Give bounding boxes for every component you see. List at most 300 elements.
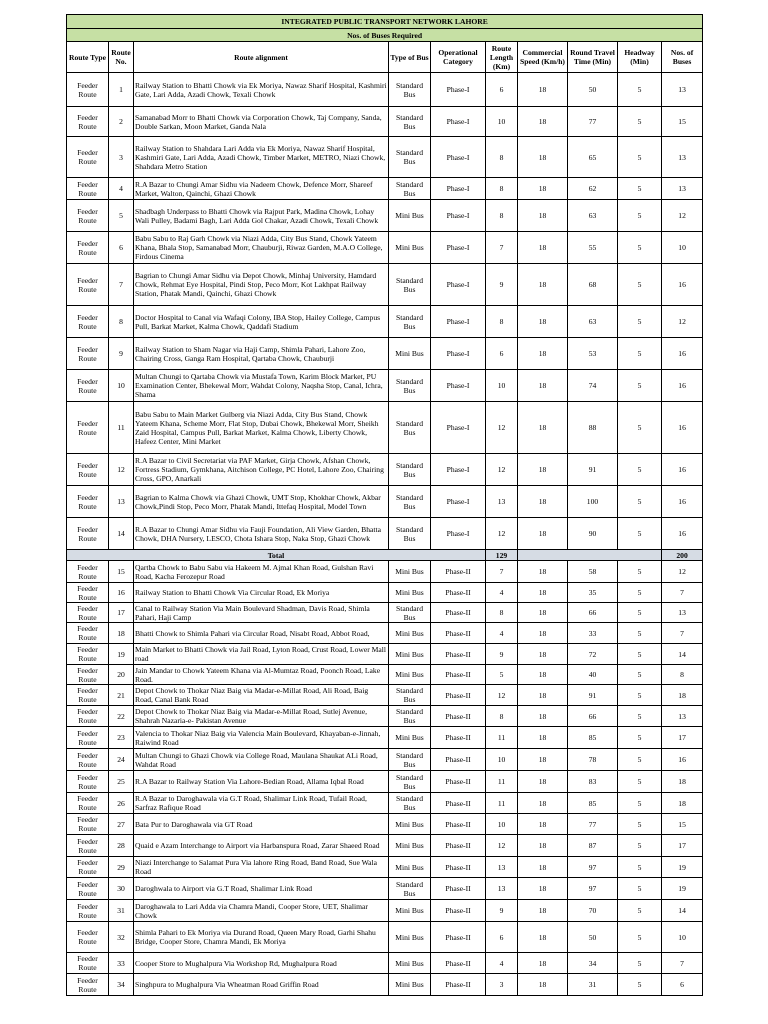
cell-route-length: 9 — [486, 644, 518, 665]
table-row — [67, 623, 703, 644]
cell-route-length: 10 — [486, 370, 518, 402]
cell-commercial-speed: 18 — [518, 900, 568, 922]
cell-num-buses: 17 — [662, 835, 703, 857]
table-row — [67, 137, 703, 178]
cell-headway: 5 — [618, 974, 662, 996]
cell-operational-category: Phase-II — [431, 814, 486, 835]
cell-headway: 5 — [618, 603, 662, 623]
cell-headway: 5 — [618, 264, 662, 306]
cell-bus-type: Mini Bus — [389, 561, 431, 583]
cell-route-type: Feeder Route — [67, 793, 109, 814]
cell-route-length: 11 — [486, 727, 518, 749]
cell-route-type: Feeder Route — [67, 370, 109, 402]
cell-route-type: Feeder Route — [67, 922, 109, 953]
cell-route-type: Feeder Route — [67, 107, 109, 137]
cell-route-length: 12 — [486, 454, 518, 486]
cell-num-buses: 16 — [662, 518, 703, 550]
cell-route-no: 13 — [109, 486, 134, 518]
cell-commercial-speed: 18 — [518, 264, 568, 306]
cell-route-alignment: Daroghawala to Lari Adda via Chamra Mandi, Cooper Store, UET, Shalimar Chowk — [134, 900, 389, 922]
col-header-route-alignment: Route alignment — [134, 42, 389, 73]
cell-commercial-speed: 18 — [518, 73, 568, 107]
cell-num-buses: 12 — [662, 306, 703, 338]
cell-commercial-speed: 18 — [518, 232, 568, 264]
cell-operational-category: Phase-II — [431, 644, 486, 665]
table-row — [67, 603, 703, 623]
cell-commercial-speed: 18 — [518, 623, 568, 644]
cell-commercial-speed: 18 — [518, 518, 568, 550]
cell-num-buses: 15 — [662, 107, 703, 137]
cell-route-type: Feeder Route — [67, 518, 109, 550]
cell-headway: 5 — [618, 857, 662, 878]
cell-round-travel-time: 88 — [568, 402, 618, 454]
cell-route-alignment: Doctor Hospital to Canal via Wafaqi Colony, IBA Stop, Hailey College, Campus Pull, Barkat Market, Kalma Chowk, Qaddafi Stadium — [134, 306, 389, 338]
cell-route-alignment: Railway Station to Sham Nagar via Haji Camp, Shimla Pahari, Lahore Zoo, Chairing Cross, Ganga Ram Hospital, Qartaba Chowk, Chauburji — [134, 338, 389, 370]
cell-num-buses: 12 — [662, 561, 703, 583]
cell-route-alignment: Depot Chowk to Thokar Niaz Baig via Madar-e-Millat Road, Ali Road, Baig Road, Canal Bank Road — [134, 685, 389, 706]
cell-route-type: Feeder Route — [67, 561, 109, 583]
col-header-route-length: Route Length (Km) — [486, 42, 518, 73]
bus-requirements-table — [66, 14, 703, 996]
cell-route-length: 6 — [486, 73, 518, 107]
cell-route-alignment: Bagrian to Kalma Chowk via Ghazi Chowk, UMT Stop, Khokhar Chowk, Akbar Chowk,Pindi Stop, Peco Morr, Phatak Mandi, Ittefaq Hospital, Model Town — [134, 486, 389, 518]
col-header-operational-category: Operational Category — [431, 42, 486, 73]
cell-bus-type: Standard Bus — [389, 749, 431, 771]
cell-bus-type: Mini Bus — [389, 232, 431, 264]
cell-route-no: 1 — [109, 73, 134, 107]
cell-headway: 5 — [618, 518, 662, 550]
cell-commercial-speed: 18 — [518, 338, 568, 370]
cell-route-type: Feeder Route — [67, 264, 109, 306]
cell-route-alignment: R.A Bazar to Daroghawala via G.T Road, Shalimar Link Road, Tufail Road, Sarfraz Rafique Road — [134, 793, 389, 814]
cell-route-type: Feeder Route — [67, 900, 109, 922]
table-row — [67, 486, 703, 518]
cell-route-length: 7 — [486, 561, 518, 583]
cell-route-alignment: R.A Bazar to Railway Station Via Lahore-Bedian Road, Allama Iqbal Road — [134, 771, 389, 793]
cell-operational-category: Phase-II — [431, 900, 486, 922]
total-buses: 200 — [662, 550, 703, 561]
cell-operational-category: Phase-I — [431, 486, 486, 518]
cell-headway: 5 — [618, 727, 662, 749]
cell-route-alignment: Bhatti Chowk to Shimla Pahari via Circular Road, Nisabt Road, Abbot Road, — [134, 623, 389, 644]
cell-route-no: 34 — [109, 974, 134, 996]
cell-round-travel-time: 91 — [568, 685, 618, 706]
cell-route-length: 8 — [486, 306, 518, 338]
cell-route-length: 9 — [486, 264, 518, 306]
table-row — [67, 685, 703, 706]
cell-route-type: Feeder Route — [67, 749, 109, 771]
table-row — [67, 835, 703, 857]
cell-route-alignment: Daroghwala to Airport via G.T Road, Shalimar Link Road — [134, 878, 389, 900]
cell-bus-type: Standard Bus — [389, 685, 431, 706]
cell-num-buses: 13 — [662, 603, 703, 623]
cell-operational-category: Phase-II — [431, 665, 486, 685]
cell-route-alignment: Cooper Store to Mughalpura Via Workshop Rd, Mughalpura Road — [134, 953, 389, 974]
cell-route-alignment: Babu Sabu to Main Market Gulberg via Niazi Adda, City Bus Stand, Chowk Yateem Khana, Scheme Morr, Flat Stop, Dubai Chowk, Bhekewal Morr, Sheikh Zaid Hospital, Campus Pull, Barkat Market, Kalma Chowk, Liberty Chowk, Hafeez Center, Mini Market — [134, 402, 389, 454]
cell-headway: 5 — [618, 306, 662, 338]
cell-bus-type: Mini Bus — [389, 665, 431, 685]
cell-headway: 5 — [618, 706, 662, 727]
cell-route-type: Feeder Route — [67, 486, 109, 518]
cell-commercial-speed: 18 — [518, 200, 568, 232]
table-row — [67, 107, 703, 137]
cell-bus-type: Mini Bus — [389, 953, 431, 974]
phase-1-rows — [67, 73, 703, 550]
cell-bus-type: Standard Bus — [389, 518, 431, 550]
cell-route-alignment: Main Market to Bhatti Chowk via Jail Road, Lyton Road, Crust Road, Lower Mall road — [134, 644, 389, 665]
cell-operational-category: Phase-II — [431, 857, 486, 878]
cell-headway: 5 — [618, 953, 662, 974]
cell-round-travel-time: 74 — [568, 370, 618, 402]
cell-route-type: Feeder Route — [67, 306, 109, 338]
cell-operational-category: Phase-I — [431, 73, 486, 107]
cell-operational-category: Phase-I — [431, 232, 486, 264]
cell-route-no: 3 — [109, 137, 134, 178]
cell-route-type: Feeder Route — [67, 583, 109, 603]
cell-bus-type: Standard Bus — [389, 107, 431, 137]
cell-headway: 5 — [618, 486, 662, 518]
cell-commercial-speed: 18 — [518, 771, 568, 793]
cell-route-type: Feeder Route — [67, 338, 109, 370]
cell-operational-category: Phase-I — [431, 200, 486, 232]
table-row — [67, 402, 703, 454]
table-row — [67, 953, 703, 974]
cell-headway: 5 — [618, 814, 662, 835]
cell-commercial-speed: 18 — [518, 561, 568, 583]
table-row — [67, 857, 703, 878]
cell-route-alignment: Valencia to Thokar Niaz Baig via Valencia Main Boulevard, Khayaban-e-Jinnah, Raiwind Road — [134, 727, 389, 749]
cell-num-buses: 17 — [662, 727, 703, 749]
cell-round-travel-time: 53 — [568, 338, 618, 370]
cell-num-buses: 12 — [662, 200, 703, 232]
cell-num-buses: 13 — [662, 73, 703, 107]
cell-route-type: Feeder Route — [67, 200, 109, 232]
cell-route-no: 11 — [109, 402, 134, 454]
phase-2-rows — [67, 561, 703, 996]
cell-bus-type: Standard Bus — [389, 603, 431, 623]
cell-route-no: 2 — [109, 107, 134, 137]
cell-route-alignment: Depot Chowk to Thokar Niaz Baig via Madar-e-Millat Road, Sutlej Avenue, Shahrah Nazaria-e- Pakistan Avenue — [134, 706, 389, 727]
cell-route-length: 6 — [486, 338, 518, 370]
cell-bus-type: Standard Bus — [389, 137, 431, 178]
cell-route-type: Feeder Route — [67, 706, 109, 727]
cell-headway: 5 — [618, 900, 662, 922]
cell-num-buses: 13 — [662, 706, 703, 727]
cell-round-travel-time: 70 — [568, 900, 618, 922]
cell-num-buses: 14 — [662, 900, 703, 922]
cell-commercial-speed: 18 — [518, 706, 568, 727]
table-row — [67, 665, 703, 685]
cell-num-buses: 10 — [662, 232, 703, 264]
cell-headway: 5 — [618, 73, 662, 107]
cell-route-no: 26 — [109, 793, 134, 814]
cell-num-buses: 16 — [662, 402, 703, 454]
cell-route-no: 32 — [109, 922, 134, 953]
col-header-bus-type: Type of Bus — [389, 42, 431, 73]
cell-headway: 5 — [618, 200, 662, 232]
cell-route-type: Feeder Route — [67, 73, 109, 107]
table-row — [67, 178, 703, 200]
cell-headway: 5 — [618, 771, 662, 793]
cell-headway: 5 — [618, 793, 662, 814]
cell-route-no: 22 — [109, 706, 134, 727]
cell-route-alignment: Singhpura to Mughalpura Via Wheatman Road Griffin Road — [134, 974, 389, 996]
table-row — [67, 454, 703, 486]
cell-operational-category: Phase-I — [431, 402, 486, 454]
cell-round-travel-time: 35 — [568, 583, 618, 603]
cell-round-travel-time: 63 — [568, 200, 618, 232]
cell-commercial-speed: 18 — [518, 644, 568, 665]
cell-num-buses: 18 — [662, 793, 703, 814]
cell-num-buses: 16 — [662, 370, 703, 402]
table-row — [67, 922, 703, 953]
table-row — [67, 264, 703, 306]
table-row — [67, 878, 703, 900]
total-length: 129 — [486, 550, 518, 561]
cell-route-no: 15 — [109, 561, 134, 583]
cell-route-length: 12 — [486, 402, 518, 454]
cell-bus-type: Mini Bus — [389, 200, 431, 232]
cell-commercial-speed: 18 — [518, 454, 568, 486]
cell-route-type: Feeder Route — [67, 857, 109, 878]
cell-num-buses: 19 — [662, 857, 703, 878]
cell-route-alignment: R.A Bazar to Civil Secretariat via PAF Market, Girja Chowk, Afshan Chowk, Fortress Stadium, Gymkhana, Aitchison College, PC Hotel, Lahore Zoo, Chairing Cross, GPO, Anarkali — [134, 454, 389, 486]
cell-operational-category: Phase-II — [431, 685, 486, 706]
cell-route-type: Feeder Route — [67, 232, 109, 264]
col-header-num-buses: Nos. of Buses — [662, 42, 703, 73]
cell-round-travel-time: 83 — [568, 771, 618, 793]
cell-num-buses: 18 — [662, 685, 703, 706]
table-row — [67, 200, 703, 232]
cell-operational-category: Phase-I — [431, 264, 486, 306]
cell-commercial-speed: 18 — [518, 178, 568, 200]
cell-route-type: Feeder Route — [67, 814, 109, 835]
cell-route-type: Feeder Route — [67, 727, 109, 749]
cell-route-no: 31 — [109, 900, 134, 922]
cell-round-travel-time: 31 — [568, 974, 618, 996]
cell-operational-category: Phase-II — [431, 793, 486, 814]
cell-num-buses: 10 — [662, 922, 703, 953]
total-label: Total — [67, 550, 486, 561]
cell-commercial-speed: 18 — [518, 137, 568, 178]
cell-num-buses: 7 — [662, 623, 703, 644]
cell-route-length: 8 — [486, 178, 518, 200]
cell-bus-type: Standard Bus — [389, 486, 431, 518]
col-header-route-type: Route Type — [67, 42, 109, 73]
cell-route-alignment: Railway Station to Shahdara Lari Adda via Ek Moriya, Nawaz Sharif Hospital, Kashmiri Gate, Lari Adda, Azadi Chowk, Timber Market, METRO, Niazi Chowk, Shahdara Metro Station — [134, 137, 389, 178]
cell-operational-category: Phase-I — [431, 137, 486, 178]
cell-route-type: Feeder Route — [67, 623, 109, 644]
cell-commercial-speed: 18 — [518, 370, 568, 402]
cell-route-length: 13 — [486, 486, 518, 518]
cell-route-type: Feeder Route — [67, 665, 109, 685]
col-header-commercial-speed: Commercial Speed (Km/h) — [518, 42, 568, 73]
cell-round-travel-time: 66 — [568, 603, 618, 623]
cell-route-no: 7 — [109, 264, 134, 306]
cell-round-travel-time: 65 — [568, 137, 618, 178]
cell-round-travel-time: 58 — [568, 561, 618, 583]
cell-commercial-speed: 18 — [518, 107, 568, 137]
cell-commercial-speed: 18 — [518, 749, 568, 771]
cell-route-type: Feeder Route — [67, 835, 109, 857]
cell-operational-category: Phase-II — [431, 835, 486, 857]
cell-operational-category: Phase-II — [431, 706, 486, 727]
col-header-round-travel-time: Round Travel Time (Min) — [568, 42, 618, 73]
cell-route-alignment: Shimla Pahari to Ek Moriya via Durand Road, Queen Mary Road, Garhi Shahu Bridge, Cooper Store, Chamra Mandi, Ek Moriya — [134, 922, 389, 953]
cell-route-no: 8 — [109, 306, 134, 338]
cell-operational-category: Phase-II — [431, 623, 486, 644]
cell-route-no: 6 — [109, 232, 134, 264]
cell-bus-type: Standard Bus — [389, 402, 431, 454]
cell-headway: 5 — [618, 232, 662, 264]
cell-route-no: 29 — [109, 857, 134, 878]
cell-bus-type: Mini Bus — [389, 583, 431, 603]
cell-bus-type: Mini Bus — [389, 835, 431, 857]
cell-operational-category: Phase-II — [431, 878, 486, 900]
cell-headway: 5 — [618, 878, 662, 900]
cell-route-no: 17 — [109, 603, 134, 623]
cell-headway: 5 — [618, 623, 662, 644]
cell-headway: 5 — [618, 178, 662, 200]
cell-round-travel-time: 72 — [568, 644, 618, 665]
cell-route-type: Feeder Route — [67, 603, 109, 623]
cell-headway: 5 — [618, 454, 662, 486]
cell-num-buses: 14 — [662, 644, 703, 665]
cell-route-length: 11 — [486, 771, 518, 793]
cell-commercial-speed: 18 — [518, 835, 568, 857]
cell-operational-category: Phase-I — [431, 107, 486, 137]
cell-num-buses: 16 — [662, 454, 703, 486]
cell-bus-type: Mini Bus — [389, 727, 431, 749]
cell-commercial-speed: 18 — [518, 603, 568, 623]
cell-operational-category: Phase-II — [431, 749, 486, 771]
cell-headway: 5 — [618, 370, 662, 402]
cell-operational-category: Phase-I — [431, 306, 486, 338]
cell-route-no: 14 — [109, 518, 134, 550]
cell-round-travel-time: 68 — [568, 264, 618, 306]
cell-round-travel-time: 97 — [568, 878, 618, 900]
cell-route-length: 8 — [486, 706, 518, 727]
cell-headway: 5 — [618, 835, 662, 857]
table-row — [67, 561, 703, 583]
cell-round-travel-time: 87 — [568, 835, 618, 857]
cell-route-type: Feeder Route — [67, 953, 109, 974]
table-row — [67, 518, 703, 550]
cell-headway: 5 — [618, 749, 662, 771]
cell-round-travel-time: 85 — [568, 727, 618, 749]
total-blank — [518, 550, 662, 561]
cell-route-type: Feeder Route — [67, 644, 109, 665]
cell-route-no: 19 — [109, 644, 134, 665]
cell-commercial-speed: 18 — [518, 878, 568, 900]
table-row — [67, 749, 703, 771]
cell-operational-category: Phase-I — [431, 518, 486, 550]
cell-headway: 5 — [618, 107, 662, 137]
table-row — [67, 73, 703, 107]
cell-route-no: 12 — [109, 454, 134, 486]
col-header-headway: Headway (Min) — [618, 42, 662, 73]
cell-commercial-speed: 18 — [518, 685, 568, 706]
cell-route-type: Feeder Route — [67, 137, 109, 178]
cell-route-alignment: Qartba Chowk to Babu Sabu via Hakeem M. Ajmal Khan Road, Gulshan Ravi Road, Kacha Ferozepur Road — [134, 561, 389, 583]
cell-round-travel-time: 100 — [568, 486, 618, 518]
cell-route-length: 8 — [486, 137, 518, 178]
cell-route-no: 4 — [109, 178, 134, 200]
table-row — [67, 232, 703, 264]
table-row — [67, 644, 703, 665]
cell-route-type: Feeder Route — [67, 771, 109, 793]
cell-bus-type: Standard Bus — [389, 73, 431, 107]
table-row — [67, 338, 703, 370]
cell-round-travel-time: 33 — [568, 623, 618, 644]
cell-commercial-speed: 18 — [518, 857, 568, 878]
cell-headway: 5 — [618, 402, 662, 454]
cell-route-type: Feeder Route — [67, 454, 109, 486]
cell-route-length: 13 — [486, 857, 518, 878]
cell-commercial-speed: 18 — [518, 922, 568, 953]
cell-bus-type: Standard Bus — [389, 706, 431, 727]
cell-round-travel-time: 62 — [568, 178, 618, 200]
total-row — [67, 550, 703, 561]
cell-commercial-speed: 18 — [518, 402, 568, 454]
cell-bus-type: Standard Bus — [389, 454, 431, 486]
cell-num-buses: 16 — [662, 264, 703, 306]
cell-commercial-speed: 18 — [518, 793, 568, 814]
cell-route-no: 9 — [109, 338, 134, 370]
cell-headway: 5 — [618, 583, 662, 603]
cell-num-buses: 18 — [662, 771, 703, 793]
cell-operational-category: Phase-I — [431, 338, 486, 370]
cell-round-travel-time: 97 — [568, 857, 618, 878]
cell-route-no: 27 — [109, 814, 134, 835]
cell-route-length: 4 — [486, 583, 518, 603]
cell-round-travel-time: 50 — [568, 922, 618, 953]
cell-route-length: 5 — [486, 665, 518, 685]
table-row — [67, 814, 703, 835]
cell-route-length: 10 — [486, 814, 518, 835]
document-subtitle: Nos. of Buses Required — [67, 29, 703, 42]
cell-commercial-speed: 18 — [518, 306, 568, 338]
cell-num-buses: 6 — [662, 974, 703, 996]
cell-route-alignment: Canal to Railway Station Via Main Boulevard Shadman, Davis Road, Shimla Pahari, Haji Camp — [134, 603, 389, 623]
cell-operational-category: Phase-II — [431, 974, 486, 996]
cell-round-travel-time: 40 — [568, 665, 618, 685]
cell-round-travel-time: 90 — [568, 518, 618, 550]
cell-bus-type: Mini Bus — [389, 623, 431, 644]
table-row — [67, 370, 703, 402]
table-row — [67, 974, 703, 996]
cell-route-type: Feeder Route — [67, 685, 109, 706]
cell-headway: 5 — [618, 685, 662, 706]
cell-bus-type: Mini Bus — [389, 974, 431, 996]
cell-operational-category: Phase-II — [431, 727, 486, 749]
cell-num-buses: 16 — [662, 486, 703, 518]
cell-route-length: 12 — [486, 685, 518, 706]
cell-route-length: 8 — [486, 200, 518, 232]
cell-num-buses: 15 — [662, 814, 703, 835]
cell-route-no: 10 — [109, 370, 134, 402]
cell-route-alignment: Multan Chungi to Ghazi Chowk via College Road, Maulana Shaukat ALi Road, Wahdat Road — [134, 749, 389, 771]
cell-route-no: 20 — [109, 665, 134, 685]
cell-route-length: 7 — [486, 232, 518, 264]
cell-route-alignment: Railway Station to Bhatti Chowk Via Circular Road, Ek Moriya — [134, 583, 389, 603]
cell-round-travel-time: 78 — [568, 749, 618, 771]
cell-route-length: 8 — [486, 603, 518, 623]
cell-commercial-speed: 18 — [518, 486, 568, 518]
table-row — [67, 727, 703, 749]
cell-num-buses: 13 — [662, 178, 703, 200]
cell-route-length: 3 — [486, 974, 518, 996]
